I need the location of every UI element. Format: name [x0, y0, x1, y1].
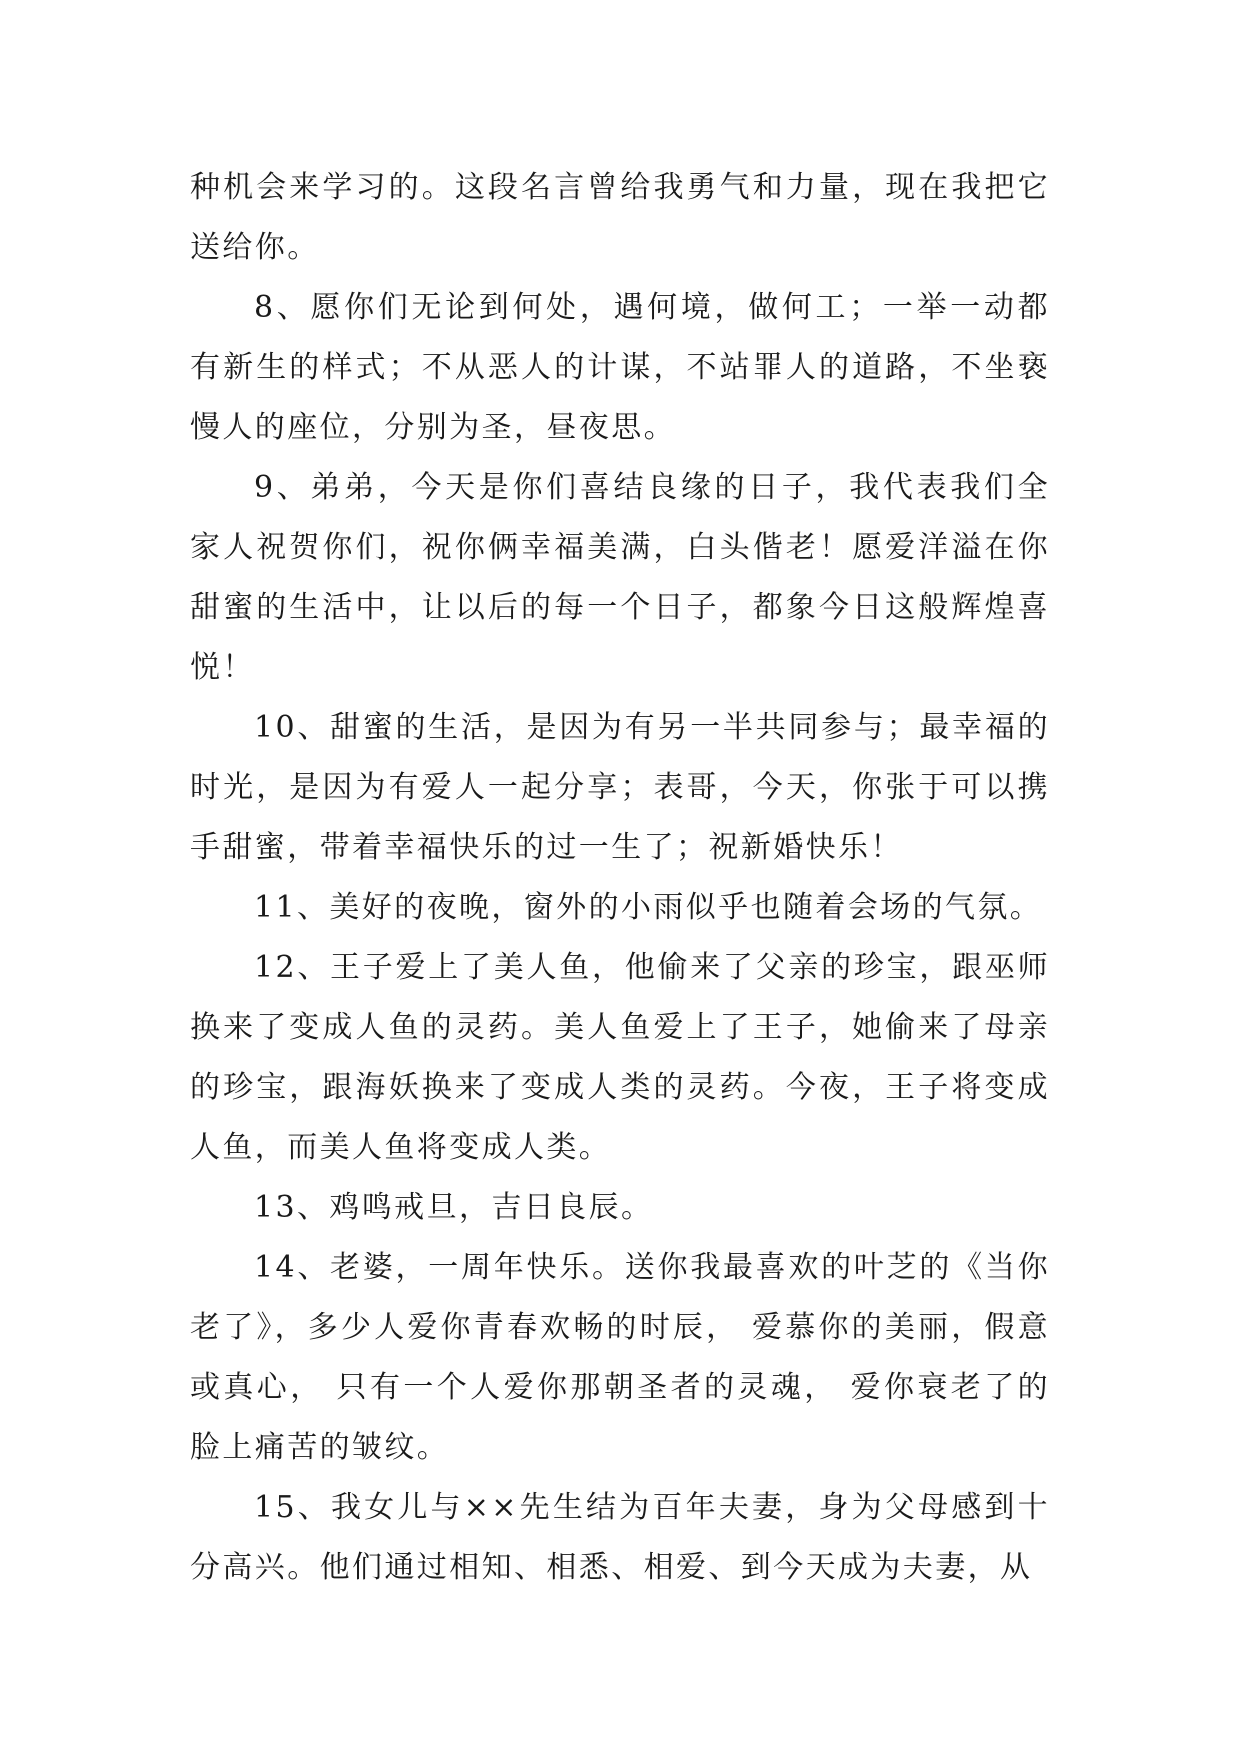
paragraph-item-12: 12、王子爱上了美人鱼，他偷来了父亲的珍宝，跟巫师换来了变成人鱼的灵药。美人鱼爱上了王子，她偷来了母亲的珍宝，跟海妖换来了变成人类的灵药。今夜，王子将变成人鱼，而美人鱼将变成人类。 [190, 950, 1050, 1165]
paragraph-item-15: 15、我女儿与××先生结为百年夫妻，身为父母感到十分高兴。他们通过相知、相悉、相爱、到今天成为夫妻，从 [190, 1490, 1050, 1585]
document-body [190, 158, 1050, 1598]
paragraph-continuation: 种机会来学习的。这段名言曾给我勇气和力量，现在我把它送给你。 [190, 170, 1050, 265]
paragraph-item-11: 11、美好的夜晚，窗外的小雨似乎也随着会场的气氛。 [254, 890, 1043, 925]
paragraph-item-10: 10、甜蜜的生活，是因为有另一半共同参与；最幸福的时光，是因为有爱人一起分享；表哥，今天，你张于可以携手甜蜜，带着幸福快乐的过一生了；祝新婚快乐！ [190, 710, 1050, 865]
paragraph-item-13: 13、鸡鸣戒旦，吉日良辰。 [254, 1190, 654, 1225]
paragraph-item-9: 9、弟弟，今天是你们喜结良缘的日子，我代表我们全家人祝贺你们，祝你俩幸福美满，白头偕老！愿爱洋溢在你甜蜜的生活中，让以后的每一个日子，都象今日这般辉煌喜悦！ [190, 470, 1050, 685]
paragraph-item-8: 8、愿你们无论到何处，遇何境，做何工；一举一动都有新生的样式；不从恶人的计谋，不站罪人的道路，不坐亵慢人的座位，分别为圣，昼夜思。 [190, 290, 1050, 445]
paragraph-item-14: 14、老婆，一周年快乐。送你我最喜欢的叶芝的《当你老了》，多少人爱你青春欢畅的时辰， 爱慕你的美丽，假意或真心， 只有一个人爱你那朝圣者的灵魂， 爱你衰老了的脸上痛苦的皱纹。 [190, 1250, 1050, 1465]
